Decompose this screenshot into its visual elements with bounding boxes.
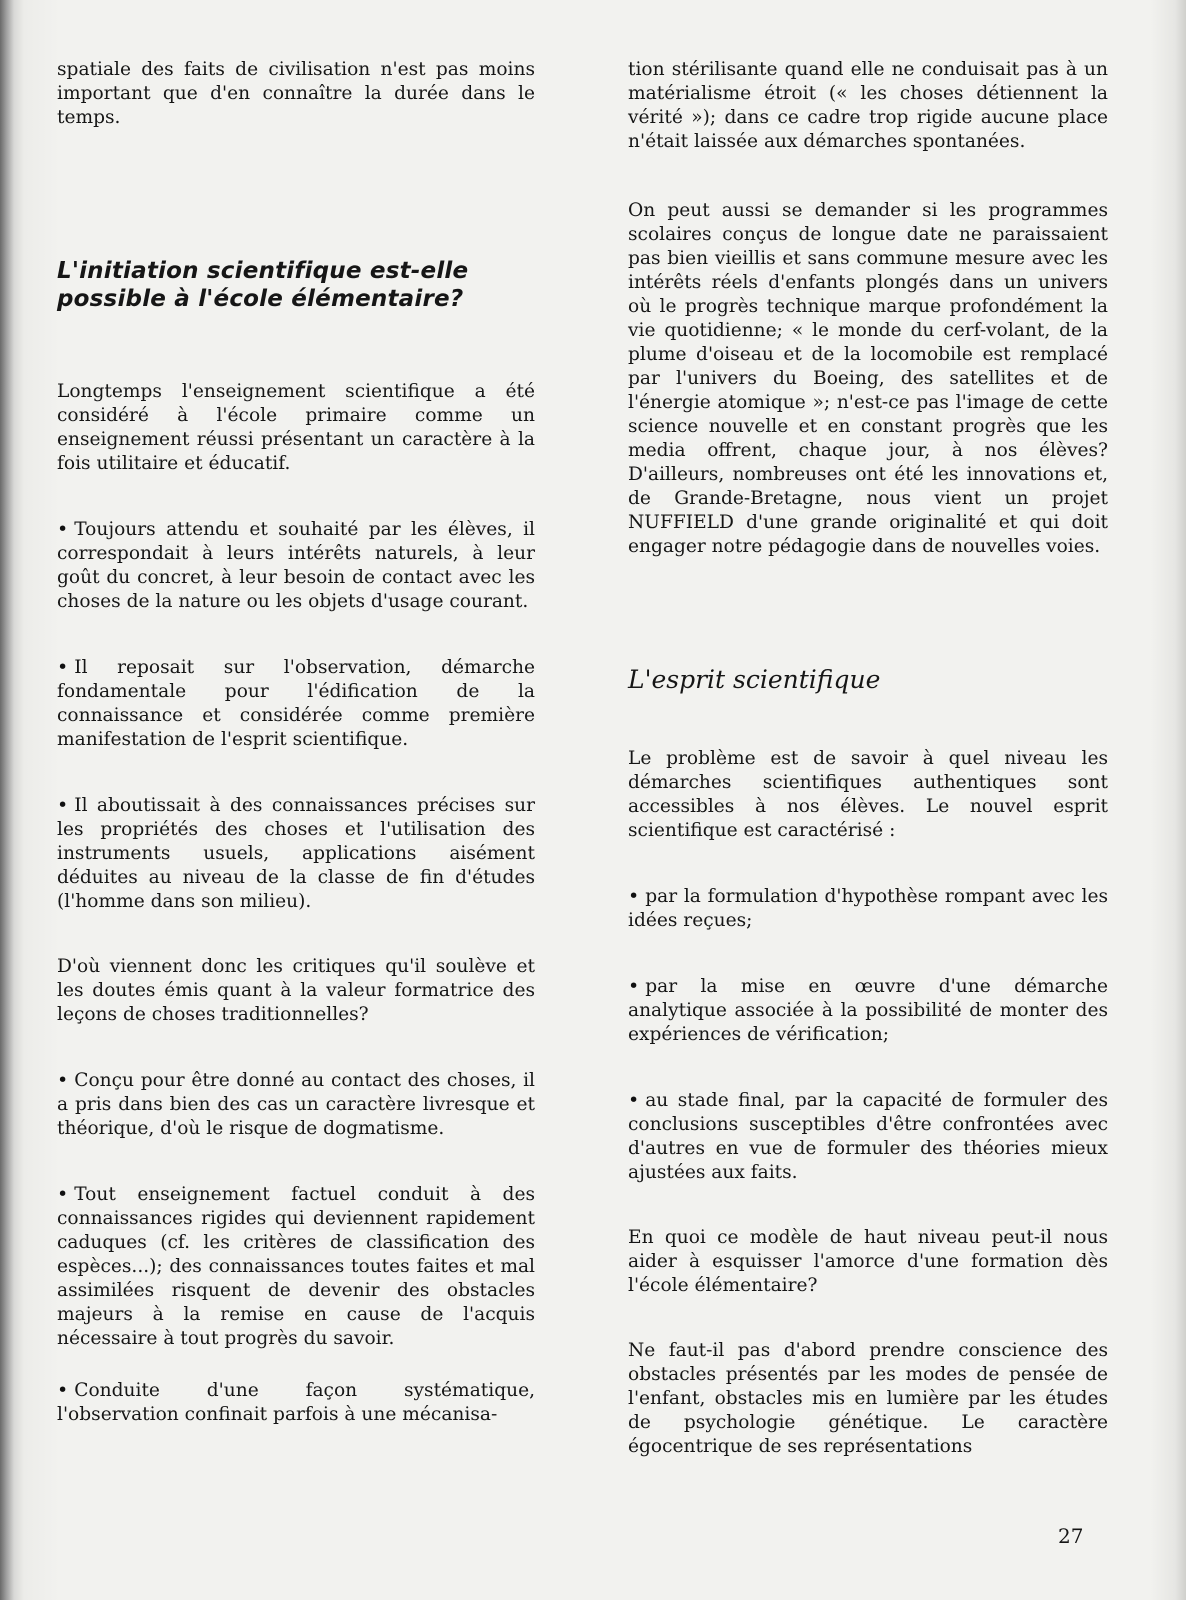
paragraph-continuation: tion stérilisante quand elle ne conduisait pas à un matérialisme étroit (« les choses détiennent la vérité »); dans ce cadre trop rigide aucune place n'était laissée aux démarches spontanées. <box>628 59 1108 152</box>
paragraph-programmes: On peut aussi se demander si les programmes scolaires conçus de longue date ne paraissaient pas bien vieillis et sans commune mesure avec les intérêts réels d'enfants plongés dans un univers où le progrès technique marque profondément la vie quotidienne; « le monde du cerf-volant, de la plume d'oiseau et de la locomobile est remplacé par l'univers du Boeing, des satellites et de l'énergie atomique »; n'est-ce pas l'image de cette science nouvelle et en constant progrès que les media offrent, chaque jour, à nos élèves? D'ailleurs, nombreuses ont été les innovations et, de Grande-Bretagne, nous vient un projet NUFFIELD d'une grande originalité et qui doit engager notre pédagogie dans de nouvelles voies. <box>628 200 1108 557</box>
paragraph-question: En quoi ce modèle de haut niveau peut-il nous aider à esquisser l'amorce d'une formation dès l'école élémentaire? <box>628 1227 1108 1296</box>
paragraph-obstacles: Ne faut-il pas d'abord prendre conscience des obstacles présentés par les modes de pensée de l'enfant, obstacles mis en lumière par les études de psychologie génétique. Le caractère égocentrique de ses représentations <box>628 1340 1108 1457</box>
bullet-paragraph: • Il reposait sur l'observation, démarche fondamentale pour l'édification de la connaissance et considérée comme première manifestation de l'esprit scientifique. <box>57 655 535 752</box>
left-column <box>57 58 535 1427</box>
bullet-paragraph: • Tout enseignement factuel conduit à des connaissances rigides qui deviennent rapidement caduques (cf. les critères de classification des espèces...); des connaissances toutes faites et mal assimilées risquent de devenir des obstacles majeurs à la remise en cause de l'acquis nécessaire à tout progrès du savoir. <box>57 1182 535 1351</box>
page-number: 27 <box>1058 1524 1084 1548</box>
intro-paragraph: spatiale des faits de civilisation n'est pas moins important que d'en connaître la durée dans le temps. <box>57 59 535 128</box>
bullet-paragraph: • Toujours attendu et souhaité par les élèves, il correspondait à leurs intérêts naturels, à leur goût du concret, à leur besoin de contact avec les choses de la nature ou les objets d'usage courant. <box>57 517 535 614</box>
section-heading-initiation: L'initiation scientifique est-elle possible à l'école élémentaire? <box>57 258 469 312</box>
paragraph-intro-longtemps: Longtemps l'enseignement scientifique a été considéré à l'école primaire comme un enseignement réussi présentant un caractère à la fois utilitaire et éducatif. <box>57 381 535 474</box>
bullet-paragraph: • par la mise en œuvre d'une démarche analytique associée à la possibilité de monter des expériences de vérification; <box>628 974 1108 1047</box>
right-column <box>628 58 1108 1459</box>
bullet-paragraph: • Il aboutissait à des connaissances précises sur les propriétés des choses et l'utilisation des instruments usuels, applications aisément déduites au niveau de la classe de fin d'études (l'homme dans son milieu). <box>57 793 535 914</box>
bullet-paragraph: • par la formulation d'hypothèse rompant avec les idées reçues; <box>628 884 1108 933</box>
bullet-paragraph: • Conçu pour être donné au contact des choses, il a pris dans bien des cas un caractère livresque et théorique, d'où le risque de dogmatisme. <box>57 1068 535 1141</box>
paragraph-critiques: D'où viennent donc les critiques qu'il soulève et les doutes émis quant à la valeur formatrice des leçons de choses traditionnelles? <box>57 956 535 1025</box>
bullet-paragraph: • Conduite d'une façon systématique, l'observation confinait parfois à une mécanisa- <box>57 1378 535 1427</box>
paragraph-probleme: Le problème est de savoir à quel niveau les démarches scientifiques authentiques sont accessibles à nos élèves. Le nouvel esprit scientifique est caractérisé : <box>628 748 1108 841</box>
section-heading-esprit: L'esprit scientifique <box>628 665 881 694</box>
bullet-paragraph: • au stade final, par la capacité de formuler des conclusions susceptibles d'être confrontées avec d'autres en vue de formuler des théories mieux ajustées aux faits. <box>628 1088 1108 1185</box>
